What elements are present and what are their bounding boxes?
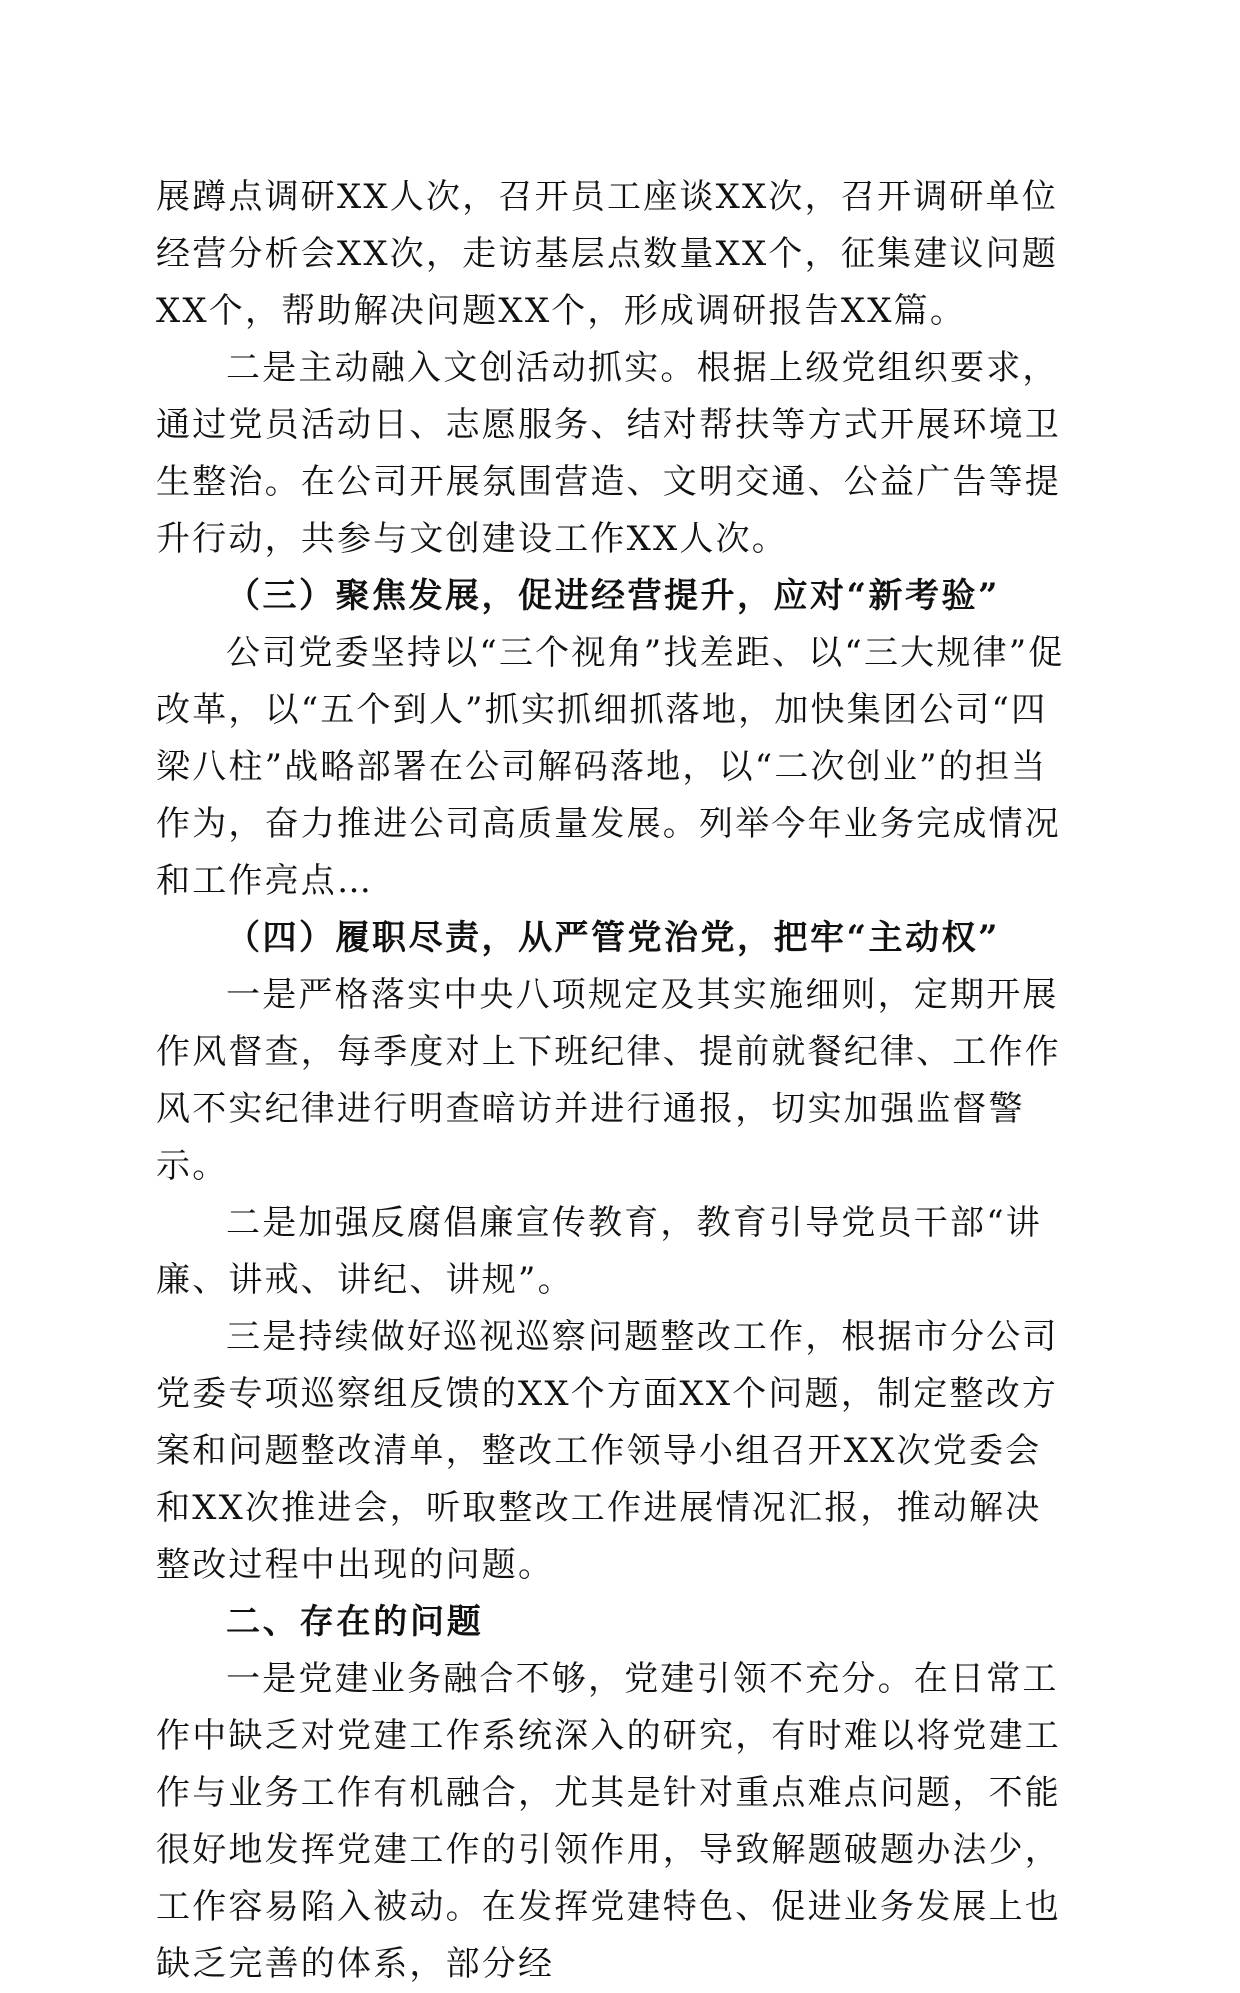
document-body [156, 169, 1070, 1993]
paragraph-inspection-rectification: 三是持续做好巡视巡察问题整改工作，根据市分公司党委专项巡察组反馈的XX个方面XX个问题，制定整改方案和问题整改清单，整改工作领导小组召开XX次党委会和XX次推进会，听取整改工作进展情况汇报，推动解决整改过程中出现的问题。 [156, 1317, 1059, 1585]
paragraph-development: 公司党委坚持以“三个视角”找差距、以“三大规律”促改革，以“五个到人”抓实抓细抓落地，加快集团公司“四梁八柱”战略部署在公司解码落地，以“二次创业”的担当作为，奋力推进公司高质量发展。列举今年业务完成情况和工作亮点… [156, 633, 1065, 901]
section-heading-3: （三）聚焦发展，促进经营提升，应对“新考验” [226, 576, 1001, 616]
paragraph-culture-activities: 二是主动融入文创活动抓实。根据上级党组织要求，通过党员活动日、志愿服务、结对帮扶等方式开展环境卫生整治。在公司开展氛围营造、文明交通、公益广告等提升行动，共参与文创建设工作XX人次。 [156, 348, 1061, 559]
paragraph-anti-corruption: 二是加强反腐倡廉宣传教育，教育引导党员干部“讲廉、讲戒、讲纪、讲规”。 [156, 1203, 1042, 1300]
section-heading-problems: 二、存在的问题 [226, 1602, 484, 1642]
paragraph-problem-one: 一是党建业务融合不够，党建引领不充分。在日常工作中缺乏对党建工作系统深入的研究，有时难以将党建工作与业务工作有机融合，尤其是针对重点难点问题，不能很好地发挥党建工作的引领作用，导致解题破题办法少，工作容易陷入被动。在发挥党建特色、促进业务发展上也缺乏完善的体系，部分经 [156, 1659, 1061, 1984]
paragraph-continuation: 展蹲点调研XX人次，召开员工座谈XX次，召开调研单位经营分析会XX次，走访基层点数量XX个，征集建议问题XX个，帮助解决问题XX个，形成调研报告XX篇。 [156, 177, 1059, 331]
section-heading-4: （四）履职尽责，从严管党治党，把牢“主动权” [226, 918, 1001, 958]
paragraph-eight-rules: 一是严格落实中央八项规定及其实施细则，定期开展作风督查，每季度对上下班纪律、提前就餐纪律、工作作风不实纪律进行明查暗访并进行通报，切实加强监督警示。 [156, 975, 1061, 1186]
